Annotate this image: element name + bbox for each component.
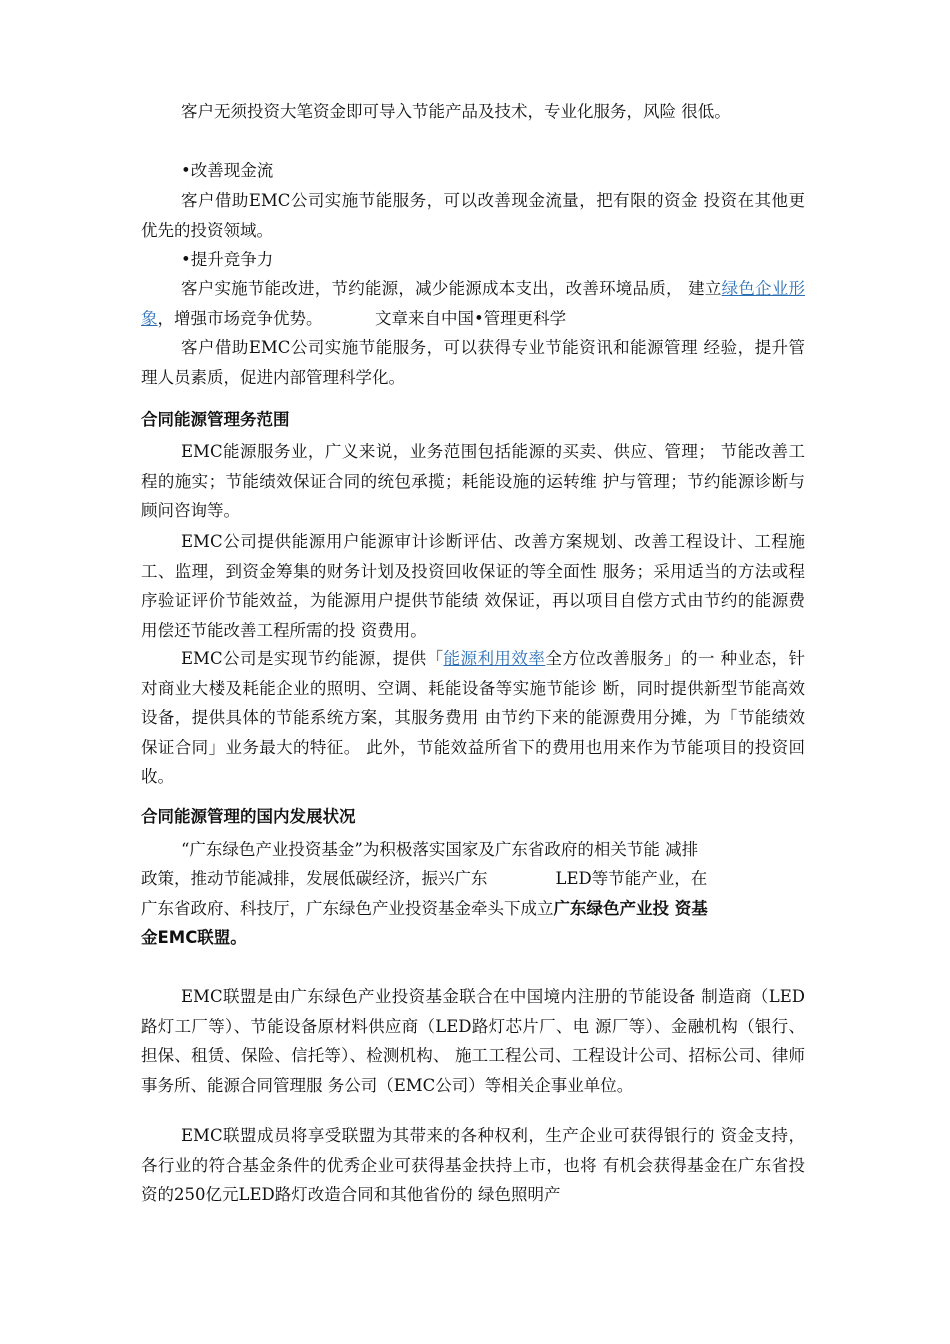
fund-emc-alliance-name-b: 金EMC联盟。 bbox=[141, 928, 247, 947]
paragraph-alliance-members: EMC联盟是由广东绿色产业投资基金联合在中国境内注册的节能设备 制造商（LED路灯工厂等）、节能设备原材料供应商（LED路灯芯片厂、电 源厂等）、金融机构（银行、担保、租赁、保险、信托等）、检测机构、 施工工程公司、工程设计公司、招标公司、律师事务所、能源合同管理服 务公司（EMC公司）等相关企事业单位。 bbox=[141, 987, 805, 1095]
paragraph-fund-line-1: “广东绿色产业投资基金”为积极落实国家及广东省政府的相关节能 减排 bbox=[181, 840, 699, 859]
paragraph-competitiveness-text-b: ，增强市场竞争优势。 文章来自中国•管理更科学 bbox=[157, 308, 567, 328]
paragraph-fund-line-2b: LED等节能产业，在 bbox=[555, 869, 708, 888]
bullet-cash-flow: •改善现金流 bbox=[181, 161, 274, 180]
paragraph-fund-line-3a: 广东省政府、科技厅，广东绿色产业投资基金牵头下成立 bbox=[141, 899, 554, 918]
fund-emc-alliance-name-a: 广东绿色产业投 资基 bbox=[553, 899, 708, 918]
paragraph-fund-line-2 bbox=[141, 864, 805, 894]
paragraph-fund-line-2a: 政策，推动节能减排，发展低碳经济，振兴广东 bbox=[141, 869, 488, 888]
paragraph-low-risk: 客户无须投资大笔资金即可导入节能产品及技术，专业化服务，风险 很低。 bbox=[181, 102, 731, 121]
paragraph-alliance-benefits: EMC联盟成员将享受联盟为其带来的各种权利，生产企业可获得银行的 资金支持，各行业的符合基金条件的优秀企业可获得基金扶持上市，也将 有机会获得基金在广东省投资的250亿元LED路灯改造合同和其他省份的 绿色照明产 bbox=[141, 1126, 805, 1204]
section-heading-domestic: 合同能源管理的国内发展状况 bbox=[141, 807, 356, 826]
paragraph-business-model bbox=[141, 644, 805, 792]
section-heading-scope: 合同能源管理务范围 bbox=[141, 410, 290, 429]
paragraph-business-model-text-a: EMC公司是实现节约能源，提供「 bbox=[181, 649, 444, 668]
paragraph-scope: EMC能源服务业，广义来说，业务范围包括能源的买卖、供应、管理； 节能改善工程的施实；节能绩效保证合同的统包承揽；耗能设施的运转维 护与管理；节约能源诊断与顾问咨询等。 bbox=[141, 442, 805, 520]
energy-efficiency-link[interactable]: 能源利用效率 bbox=[443, 649, 546, 668]
paragraph-competitiveness bbox=[141, 274, 805, 333]
paragraph-cash-flow: 客户借助EMC公司实施节能服务，可以改善现金流量，把有限的资金 投资在其他更优先的投资领域。 bbox=[141, 191, 805, 240]
green-enterprise-image-link[interactable]: 绿色企业形象 bbox=[141, 279, 806, 328]
paragraph-fund-line-4 bbox=[141, 923, 805, 953]
paragraph-fund-line-3 bbox=[141, 894, 811, 924]
bullet-competitiveness: •提升竞争力 bbox=[181, 250, 274, 269]
paragraph-services: EMC公司提供能源用户能源审计诊断评估、改善方案规划、改善工程设计、工程施工、监理，到资金筹集的财务计划及投资回收保证的等全面性 服务；采用适当的方法或程序验证评价节能效益，为能源用户提供节能绩 效保证，再以项目自偿方式由节约的能源费用偿还节能改善工程所需的投 资费用。 bbox=[141, 532, 805, 640]
paragraph-competitiveness-text-a: 客户实施节能改进，节约能源，减少能源成本支出，改善环境品质， 建立 bbox=[181, 279, 722, 298]
paragraph-management-experience: 客户借助EMC公司实施节能服务，可以获得专业节能资讯和能源管理 经验，提升管理人员素质，促进内部管理科学化。 bbox=[141, 338, 805, 387]
paragraph-business-model-text-b: 全方位改善服务」的一 种业态，针对商业大楼及耗能企业的照明、空调、耗能设备等实施节能诊 断，同时提供新型节能高效设备，提供具体的节能系统方案，其服务费用 由节约下来的能源费用分摊，为「节能绩效保证合同」业务最大的特征。 此外，节能效益所省下的费用也用来作为节能项目的投资回收。 bbox=[141, 649, 806, 786]
